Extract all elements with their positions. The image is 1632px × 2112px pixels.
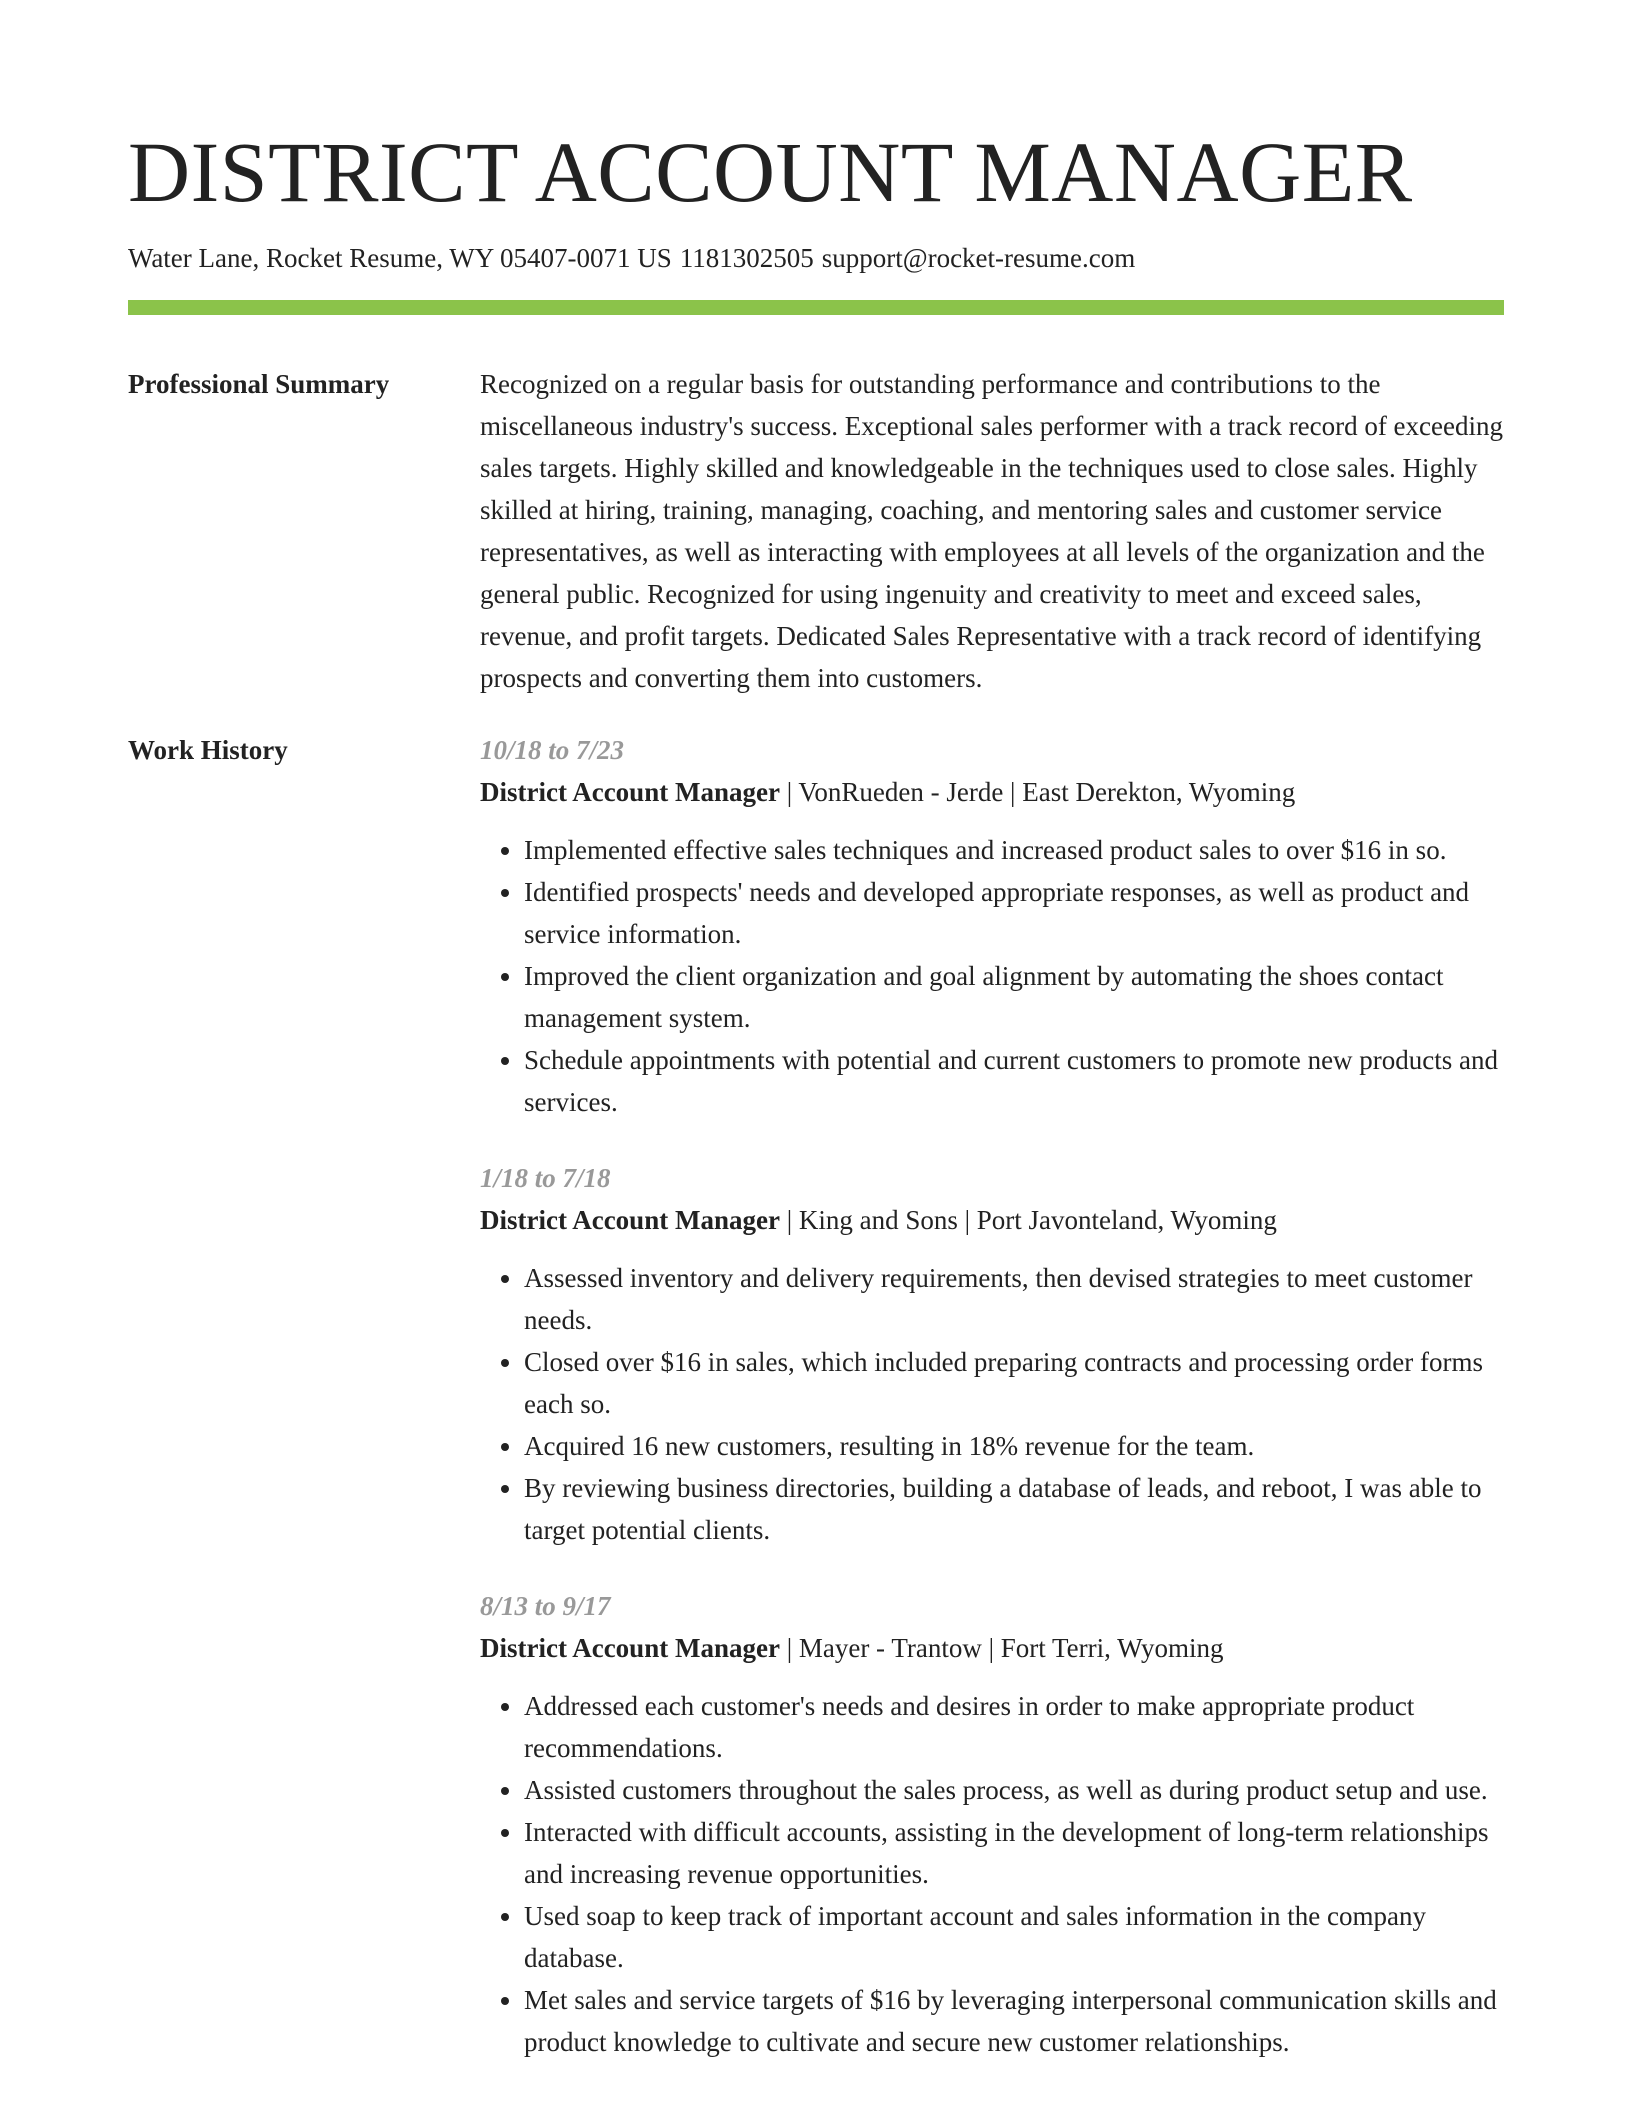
job-entry bbox=[480, 1157, 1504, 1551]
job-employer-location: | Mayer - Trantow | Fort Terri, Wyoming bbox=[779, 1633, 1224, 1663]
resume-name-heading: DISTRICT ACCOUNT MANAGER bbox=[128, 124, 1413, 220]
job-bullet: • Improved the client organization and goal alignment by automating the shoes contact management system. bbox=[524, 955, 1504, 1039]
accent-divider bbox=[128, 300, 1504, 315]
work-history-section bbox=[128, 729, 1504, 2063]
job-title: District Account Manager bbox=[480, 1633, 780, 1663]
professional-summary-section bbox=[128, 363, 1504, 699]
job-bullet: • Assessed inventory and delivery requirements, then devised strategies to meet customer needs. bbox=[524, 1257, 1504, 1341]
job-bullet: • By reviewing business directories, building a database of leads, and reboot, I was able to target potential clients. bbox=[524, 1467, 1504, 1551]
job-title-line bbox=[480, 771, 1504, 813]
summary-body bbox=[480, 363, 1504, 699]
job-bullet: • Assisted customers throughout the sales process, as well as during product setup and use. bbox=[524, 1769, 1504, 1811]
job-bullet: • Schedule appointments with potential and current customers to promote new products and services. bbox=[524, 1039, 1504, 1123]
job-bullet: • Identified prospects' needs and developed appropriate responses, as well as product and service information. bbox=[524, 871, 1504, 955]
job-bullet: • Closed over $16 in sales, which included preparing contracts and processing order forms each so. bbox=[524, 1341, 1504, 1425]
job-bullet-list bbox=[480, 829, 1504, 1123]
summary-text: Recognized on a regular basis for outstanding performance and contributions to the miscellaneous industry's success. Exceptional sales performer with a track record of exceeding sales targets. Highly skilled and knowledgeable in the techniques used to close sales. Highly skilled at hiring, training, managing, coaching, and mentoring sales and customer service representatives, as well as interacting with employees at all levels of the organization and the general public. Recognized for using ingenuity and creativity to meet and exceed sales, revenue, and profit targets. Dedicated Sales Representative with a track record of identifying prospects and converting them into customers. bbox=[480, 369, 1503, 693]
section-label-work-history: Work History bbox=[128, 735, 288, 765]
job-entry bbox=[480, 729, 1504, 1123]
contact-email: support@rocket-resume.com bbox=[821, 243, 1136, 273]
job-title-line bbox=[480, 1199, 1504, 1241]
job-bullet: • Interacted with difficult accounts, assisting in the development of long-term relationships and increasing revenue opportunities. bbox=[524, 1811, 1504, 1895]
contact-phone: 1181302505 bbox=[679, 243, 814, 273]
contact-address: Water Lane, Rocket Resume, WY 05407-0071 US bbox=[128, 243, 672, 273]
job-bullet-list bbox=[480, 1257, 1504, 1551]
job-bullet: • Acquired 16 new customers, resulting in 18% revenue for the team. bbox=[524, 1425, 1504, 1467]
job-dates: 8/13 to 9/17 bbox=[480, 1591, 611, 1621]
work-history-body bbox=[480, 729, 1504, 2063]
job-title-line bbox=[480, 1627, 1504, 1669]
job-bullet-list bbox=[480, 1685, 1504, 2063]
job-title: District Account Manager bbox=[480, 1205, 780, 1235]
job-title: District Account Manager bbox=[480, 777, 780, 807]
job-bullet: • Met sales and service targets of $16 by leveraging interpersonal communication skills and product knowledge to cultivate and secure new customer relationships. bbox=[524, 1979, 1504, 2063]
job-bullet: • Used soap to keep track of important account and sales information in the company database. bbox=[524, 1895, 1504, 1979]
section-label-summary: Professional Summary bbox=[128, 369, 390, 399]
job-dates: 10/18 to 7/23 bbox=[480, 735, 625, 765]
job-employer-location: | King and Sons | Port Javonteland, Wyoming bbox=[779, 1205, 1277, 1235]
job-bullet: • Addressed each customer's needs and desires in order to make appropriate product recommendations. bbox=[524, 1685, 1504, 1769]
resume-page bbox=[128, 0, 1504, 2063]
job-dates: 1/18 to 7/18 bbox=[480, 1163, 611, 1193]
job-employer-location: | VonRueden - Jerde | East Derekton, Wyoming bbox=[779, 777, 1296, 807]
job-bullet: • Implemented effective sales techniques and increased product sales to over $16 in so. bbox=[524, 829, 1504, 871]
job-entry bbox=[480, 1585, 1504, 2063]
contact-line bbox=[128, 240, 1504, 276]
